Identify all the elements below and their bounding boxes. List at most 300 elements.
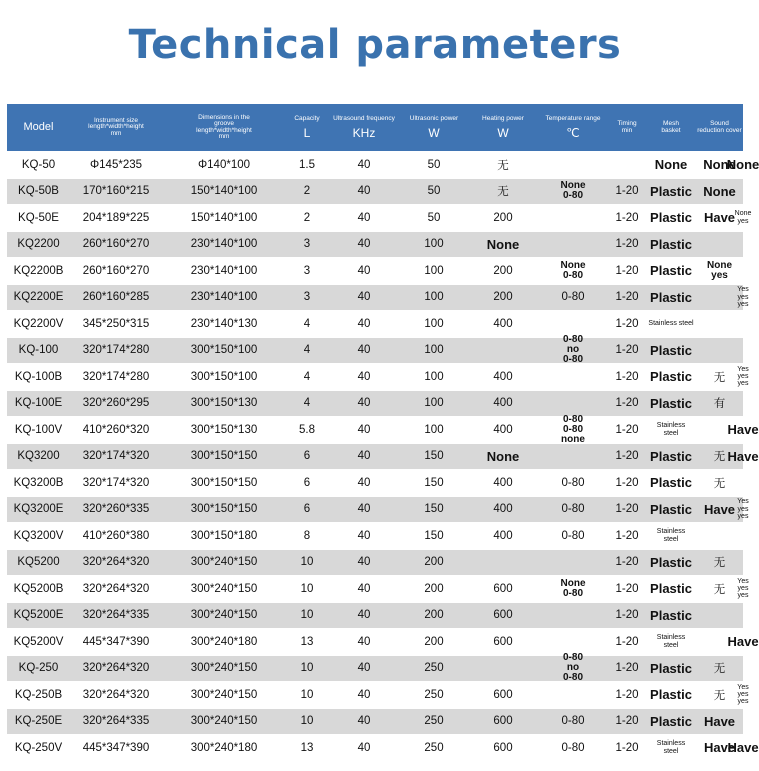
table-cell [162, 629, 286, 655]
cell-value: None [486, 448, 520, 464]
table-cell [696, 523, 743, 549]
cell-value: 400 [493, 397, 513, 410]
cell-value: KQ2200E [13, 291, 64, 304]
table-cell [328, 444, 400, 470]
table-cell [696, 603, 743, 629]
cell-value: 40 [357, 397, 371, 410]
cell-value: 4 [303, 397, 311, 410]
table-cell [328, 232, 400, 258]
cell-value: 40 [357, 662, 371, 675]
cell-value: KQ3200B [13, 476, 64, 489]
cell-value: Φ145*235 [89, 158, 143, 171]
table-cell [608, 709, 646, 735]
table-cell [162, 470, 286, 496]
table-cell [468, 338, 538, 364]
cell-value: 320*264*335 [82, 609, 150, 622]
cell-value: 600 [493, 688, 513, 701]
table-cell [608, 417, 646, 443]
table-header-row [7, 104, 743, 151]
table-cell [468, 550, 538, 576]
table-row [7, 628, 759, 655]
header-cell [468, 104, 538, 151]
table-cell [162, 285, 286, 311]
cell-value: 无 [713, 689, 726, 702]
table-cell [608, 364, 646, 390]
cell-value: Have [727, 740, 759, 756]
table-cell [7, 152, 70, 178]
table-row [7, 549, 743, 576]
table-cell [646, 576, 696, 602]
cell-value: 400 [493, 529, 513, 542]
table-cell [468, 709, 538, 735]
table-cell [468, 364, 538, 390]
table-cell [328, 258, 400, 284]
table-cell [162, 550, 286, 576]
table-cell [538, 205, 608, 231]
cell-value: 有 [713, 398, 726, 411]
table-cell [328, 311, 400, 337]
cell-value: 40 [357, 238, 371, 251]
parameters-table [7, 104, 759, 760]
table-cell [7, 470, 70, 496]
table-cell [608, 391, 646, 417]
cell-value: 150 [424, 503, 444, 516]
cell-value: 2 [303, 185, 311, 198]
cell-value: 4 [303, 344, 311, 357]
cell-value: 6 [303, 476, 311, 489]
cell-value: 50 [427, 211, 441, 224]
header-cell [538, 104, 608, 151]
table-cell [646, 735, 696, 761]
cell-value: Plastic [650, 183, 692, 199]
table-cell [608, 338, 646, 364]
table-cell [608, 603, 646, 629]
cell-value: 600 [493, 715, 513, 728]
header-unit: L [303, 126, 311, 141]
cell-value: 6 [303, 450, 311, 463]
cell-value: None [726, 157, 759, 173]
table-cell [696, 656, 743, 682]
table-cell [646, 550, 696, 576]
table-cell [70, 417, 162, 443]
cell-value: 40 [357, 503, 371, 516]
table-cell [646, 152, 696, 178]
table-cell [328, 603, 400, 629]
table-cell [328, 709, 400, 735]
cell-value: 13 [300, 741, 314, 754]
table-cell [7, 258, 70, 284]
cell-value: Plastic [650, 369, 692, 385]
table-row [7, 390, 743, 417]
table-cell [162, 709, 286, 735]
cell-value: 320*174*320 [82, 450, 150, 463]
header-title: Model [23, 121, 54, 133]
table-cell [7, 285, 70, 311]
table-cell [7, 550, 70, 576]
cell-value: KQ-100V [14, 423, 63, 436]
header-title: Sound reduction cover [697, 120, 742, 134]
cell-value: None 0-80 [560, 180, 586, 202]
cell-value: KQ-100 [18, 344, 59, 357]
cell-value: 300*240*180 [190, 741, 258, 754]
cell-value: 10 [300, 688, 314, 701]
table-cell [468, 523, 538, 549]
header-unit: ℃ [566, 126, 580, 141]
table-cell [70, 497, 162, 523]
table-cell [70, 523, 162, 549]
table-cell [70, 470, 162, 496]
cell-value: 300*150*150 [190, 450, 258, 463]
cell-value: Stainless steel [648, 320, 694, 328]
table-cell [400, 470, 468, 496]
cell-value: 10 [300, 556, 314, 569]
cell-value: Have [727, 448, 759, 464]
table-cell [608, 497, 646, 523]
table-cell [286, 735, 328, 761]
cell-value: 4 [303, 370, 311, 383]
table-cell [70, 179, 162, 205]
cell-value: 0-80 [561, 715, 585, 728]
cell-value: 300*240*150 [190, 582, 258, 595]
cell-value: Plastic [650, 475, 692, 491]
cell-value: 1-20 [615, 741, 639, 754]
table-row [7, 496, 749, 523]
table-cell [646, 682, 696, 708]
table-cell [608, 258, 646, 284]
table-cell [608, 285, 646, 311]
table-cell [538, 391, 608, 417]
table-cell [608, 656, 646, 682]
table-cell [400, 656, 468, 682]
table-cell [328, 523, 400, 549]
table-cell [468, 629, 538, 655]
cell-value: Plastic [650, 713, 692, 729]
table-cell [7, 735, 70, 761]
table-cell [7, 444, 70, 470]
table-cell [538, 364, 608, 390]
table-cell [70, 364, 162, 390]
table-cell [538, 735, 608, 761]
cell-value: 150 [424, 450, 444, 463]
table-cell [468, 417, 538, 443]
table-cell [696, 364, 743, 390]
table-cell [696, 682, 743, 708]
table-cell [7, 576, 70, 602]
cell-value: 200 [424, 556, 444, 569]
table-cell [538, 311, 608, 337]
cell-value: 100 [424, 291, 444, 304]
table-cell [7, 311, 70, 337]
cell-value: 40 [357, 476, 371, 489]
table-cell [286, 232, 328, 258]
table-cell [608, 629, 646, 655]
cell-value: 400 [493, 476, 513, 489]
cell-value: Plastic [650, 448, 692, 464]
cell-value: 1-20 [615, 503, 639, 516]
table-cell [608, 232, 646, 258]
cell-value: 0-80 [561, 503, 585, 516]
cell-value: 300*240*150 [190, 662, 258, 675]
cell-value: 40 [357, 423, 371, 436]
cell-value: 10 [300, 715, 314, 728]
cell-value: 40 [357, 556, 371, 569]
cell-value: 4 [303, 317, 311, 330]
table-cell [70, 338, 162, 364]
table-cell [70, 629, 162, 655]
cell-value: Φ140*100 [197, 158, 251, 171]
cell-value: KQ-50B [18, 185, 59, 198]
table-cell [468, 232, 538, 258]
table-cell [328, 629, 400, 655]
table-cell [286, 417, 328, 443]
header-title: Ultrasound frequency [333, 114, 395, 122]
cell-value: 300*150*100 [190, 344, 258, 357]
cell-value: 320*264*320 [82, 582, 150, 595]
cell-value: 100 [424, 344, 444, 357]
cell-value: Have [703, 740, 736, 756]
table-cell [286, 576, 328, 602]
table-cell [646, 656, 696, 682]
table-cell [400, 682, 468, 708]
table-cell [70, 444, 162, 470]
cell-value: 40 [357, 529, 371, 542]
cell-value: 320*264*320 [82, 556, 150, 569]
table-cell [400, 417, 468, 443]
table-cell [400, 311, 468, 337]
table-cell [538, 576, 608, 602]
table-cell [400, 576, 468, 602]
cell-value: 320*174*280 [82, 344, 150, 357]
cell-value: Yes yes yes [737, 498, 749, 520]
table-cell [538, 629, 608, 655]
table-row [7, 413, 759, 445]
cell-value: Yes yes yes [737, 286, 749, 308]
table-cell [400, 364, 468, 390]
cell-value: Plastic [650, 342, 692, 358]
table-cell [608, 523, 646, 549]
table-cell [328, 179, 400, 205]
cell-value: 200 [424, 582, 444, 595]
cell-value: 无 [497, 159, 509, 172]
cell-value: 1-20 [615, 662, 639, 675]
table-cell [328, 205, 400, 231]
table-cell [70, 709, 162, 735]
cell-value: 1-20 [615, 211, 639, 224]
cell-value: 1-20 [615, 476, 639, 489]
cell-value: KQ2200B [13, 264, 64, 277]
table-cell [538, 413, 608, 445]
table-cell [286, 656, 328, 682]
cell-value: 300*150*180 [190, 529, 258, 542]
table-cell [696, 311, 743, 337]
table-cell [538, 652, 608, 684]
table-cell [328, 417, 400, 443]
table-cell [7, 682, 70, 708]
cell-value: None yes [707, 259, 732, 281]
cell-value: 250 [424, 741, 444, 754]
table-cell [696, 232, 743, 258]
cell-value: 100 [424, 317, 444, 330]
table-cell [7, 629, 70, 655]
table-cell [328, 391, 400, 417]
cell-value: 6 [303, 503, 311, 516]
cell-value: Plastic [650, 263, 692, 279]
table-cell [468, 205, 538, 231]
table-cell [286, 285, 328, 311]
table-cell [7, 497, 70, 523]
cell-value: KQ-50E [18, 211, 59, 224]
table-cell [608, 311, 646, 337]
cell-value: 40 [357, 715, 371, 728]
cell-value: 1-20 [615, 582, 639, 595]
cell-value: 无 [713, 663, 726, 676]
cell-value: 400 [493, 317, 513, 330]
cell-value: 无 [713, 371, 726, 384]
table-cell [400, 735, 468, 761]
table-cell [400, 338, 468, 364]
cell-value: 10 [300, 662, 314, 675]
table-cell [696, 709, 743, 735]
cell-value: 2 [303, 211, 311, 224]
table-cell [7, 232, 70, 258]
cell-value: 无 [713, 583, 726, 596]
header-cell [646, 104, 696, 151]
cell-value: 0-80 [561, 529, 585, 542]
cell-value: 150 [424, 476, 444, 489]
cell-value: 300*240*150 [190, 556, 258, 569]
cell-value: Stainless steel [656, 422, 686, 437]
header-unit: W [497, 126, 509, 141]
cell-value: 13 [300, 635, 314, 648]
table-cell [646, 258, 696, 284]
table-cell [696, 258, 743, 284]
table-cell [400, 629, 468, 655]
cell-value: 1-20 [615, 450, 639, 463]
cell-value: KQ-250V [14, 741, 63, 754]
table-cell [7, 391, 70, 417]
header-unit: KHz [352, 126, 376, 141]
table-cell [162, 179, 286, 205]
cell-value: 300*150*150 [190, 476, 258, 489]
table-cell [286, 391, 328, 417]
table-cell [7, 523, 70, 549]
cell-value: 200 [493, 211, 513, 224]
table-cell [286, 523, 328, 549]
table-cell [608, 550, 646, 576]
cell-value: KQ5200V [13, 635, 64, 648]
table-cell [646, 709, 696, 735]
table-row [7, 469, 743, 496]
table-cell [538, 152, 608, 178]
cell-value: 100 [424, 397, 444, 410]
cell-value: 260*160*270 [82, 238, 150, 251]
table-cell [162, 152, 286, 178]
cell-value: Plastic [650, 607, 692, 623]
table-cell [162, 258, 286, 284]
table-cell [646, 470, 696, 496]
table-cell [286, 258, 328, 284]
table-cell [538, 523, 608, 549]
cell-value: 40 [357, 609, 371, 622]
table-cell [162, 364, 286, 390]
table-cell [286, 709, 328, 735]
cell-value: 300*240*180 [190, 635, 258, 648]
cell-value: 1-20 [615, 529, 639, 542]
table-cell [70, 550, 162, 576]
table-cell [7, 338, 70, 364]
cell-value: Have [703, 713, 736, 729]
cell-value: 40 [357, 264, 371, 277]
table-cell [608, 682, 646, 708]
table-cell [162, 603, 286, 629]
cell-value: 400 [493, 503, 513, 516]
cell-value: 40 [357, 582, 371, 595]
table-cell [286, 497, 328, 523]
table-cell [286, 311, 328, 337]
cell-value: 3 [303, 291, 311, 304]
cell-value: Plastic [650, 581, 692, 597]
table-cell [400, 391, 468, 417]
table-cell [400, 550, 468, 576]
table-row [7, 334, 743, 366]
table-cell [400, 497, 468, 523]
cell-value: 100 [424, 423, 444, 436]
cell-value: 1-20 [615, 423, 639, 436]
cell-value: 3 [303, 238, 311, 251]
cell-value: KQ3200E [13, 503, 64, 516]
table-cell [162, 735, 286, 761]
table-cell [70, 311, 162, 337]
cell-value: 40 [357, 370, 371, 383]
table-cell [70, 735, 162, 761]
cell-value: Plastic [650, 660, 692, 676]
table-cell [696, 497, 743, 523]
cell-value: Plastic [650, 687, 692, 703]
cell-value: 230*140*100 [190, 238, 258, 251]
table-cell [646, 391, 696, 417]
table-cell [646, 523, 696, 549]
cell-value: Have [727, 634, 759, 650]
cell-value: 5.8 [299, 423, 315, 436]
table-cell [646, 629, 696, 655]
table-cell [538, 232, 608, 258]
cell-value: 40 [357, 158, 371, 171]
table-cell [162, 444, 286, 470]
cell-value: KQ-100B [14, 370, 63, 383]
table-cell [70, 232, 162, 258]
table-cell [468, 311, 538, 337]
table-cell [162, 232, 286, 258]
cell-value: Yes yes yes [737, 577, 749, 600]
header-cell [70, 104, 162, 151]
table-cell [70, 682, 162, 708]
cell-value: Stainless steel [656, 528, 686, 543]
table-cell [538, 334, 608, 366]
cell-value: 600 [493, 635, 513, 648]
cell-value: Plastic [650, 501, 692, 517]
table-cell [646, 232, 696, 258]
cell-value: 1-20 [615, 317, 639, 330]
cell-value: 0-80 no 0-80 [562, 652, 583, 684]
header-cell [286, 104, 328, 151]
table-cell [328, 656, 400, 682]
cell-value: 100 [424, 264, 444, 277]
cell-value: 320*174*280 [82, 370, 150, 383]
table-cell [162, 338, 286, 364]
table-cell [538, 258, 608, 284]
table-cell [468, 285, 538, 311]
table-cell [400, 523, 468, 549]
